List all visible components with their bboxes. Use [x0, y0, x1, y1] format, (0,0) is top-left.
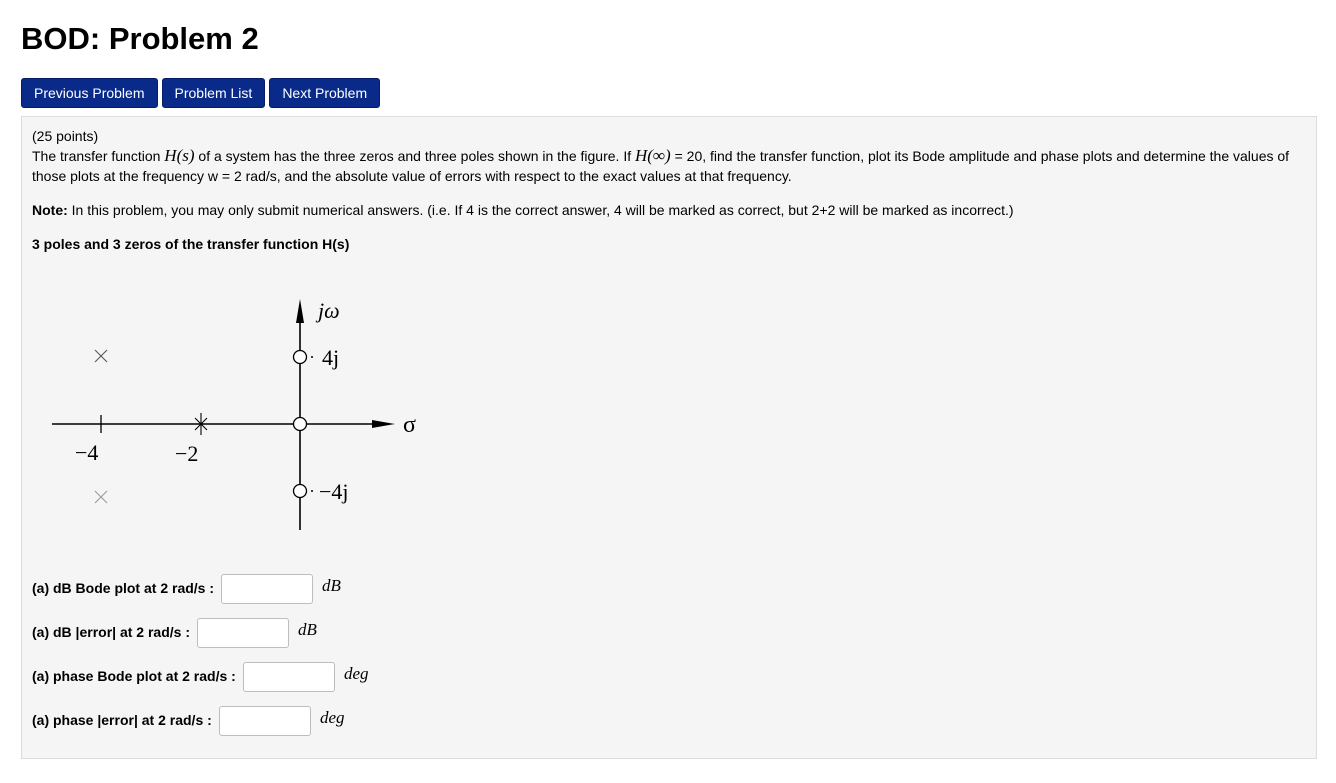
db-error-input[interactable]: [197, 618, 289, 648]
tick-label-neg2: −2: [175, 441, 199, 466]
page-title: BOD: Problem 2: [21, 21, 259, 56]
tick-dot-pos4j: [311, 356, 313, 358]
problem-panel: [21, 116, 1317, 759]
next-problem-button[interactable]: Next Problem: [269, 78, 380, 108]
tick-label-pos4j: 4j: [322, 345, 340, 370]
phase-error-input[interactable]: [219, 706, 311, 736]
note-label: Note:: [32, 202, 68, 218]
zero-pos4j: [294, 351, 307, 364]
figure-caption: 3 poles and 3 zeros of the transfer function H(s): [32, 236, 350, 252]
transfer-function-symbol: H(s): [164, 146, 195, 165]
problem-statement-line2: those plots at the frequency w = 2 rad/s, and the absolute value of errors with respect to the exact values at that frequency.: [32, 168, 792, 184]
db-bode-input[interactable]: [221, 574, 313, 604]
real-axis-arrow: [372, 420, 395, 428]
problem-list-button[interactable]: Problem List: [162, 78, 266, 108]
pole-upper-left: [95, 350, 107, 362]
phase-bode-input[interactable]: [243, 662, 335, 692]
problem-nav: [21, 78, 380, 108]
question-db-error-label: (a) dB |error| at 2 rad/s :: [32, 624, 190, 640]
tick-label-neg4: −4: [75, 440, 99, 465]
phase-bode-unit: deg: [344, 664, 369, 683]
pole-lower-left: [95, 491, 107, 503]
pole-zero-plot: [47, 287, 427, 537]
real-axis-label: σ: [403, 412, 416, 438]
tick-dot-neg4j: [311, 490, 313, 492]
previous-problem-button[interactable]: Previous Problem: [21, 78, 158, 108]
question-db-bode-label: (a) dB Bode plot at 2 rad/s :: [32, 580, 215, 596]
transfer-function-infinity: H(∞): [634, 146, 671, 165]
question-phase-bode-label: (a) phase Bode plot at 2 rad/s :: [32, 668, 236, 684]
db-bode-unit: dB: [322, 576, 341, 595]
db-error-unit: dB: [298, 620, 317, 639]
question-phase-error-label: (a) phase |error| at 2 rad/s :: [32, 712, 212, 728]
tick-label-neg4j: −4j: [319, 479, 349, 504]
note-text: Note: In this problem, you may only submit numerical answers. (i.e. If 4 is the correct answer, 4 will be marked as correct, but 2+2 will be marked as incorrect.): [32, 202, 1014, 218]
problem-statement-line1: The transfer function H(s) of a system has the three zeros and three poles shown in the figure. If H(∞) = 20, find the transfer function, plot its Bode amplitude and phase plots and determine the values of: [32, 146, 1290, 165]
phase-error-unit: deg: [320, 708, 345, 727]
zero-origin: [294, 418, 307, 431]
points-text: (25 points): [32, 128, 99, 144]
imag-axis-arrow: [296, 299, 304, 323]
zero-neg4j: [294, 485, 307, 498]
imag-axis-label: jω: [318, 298, 340, 323]
